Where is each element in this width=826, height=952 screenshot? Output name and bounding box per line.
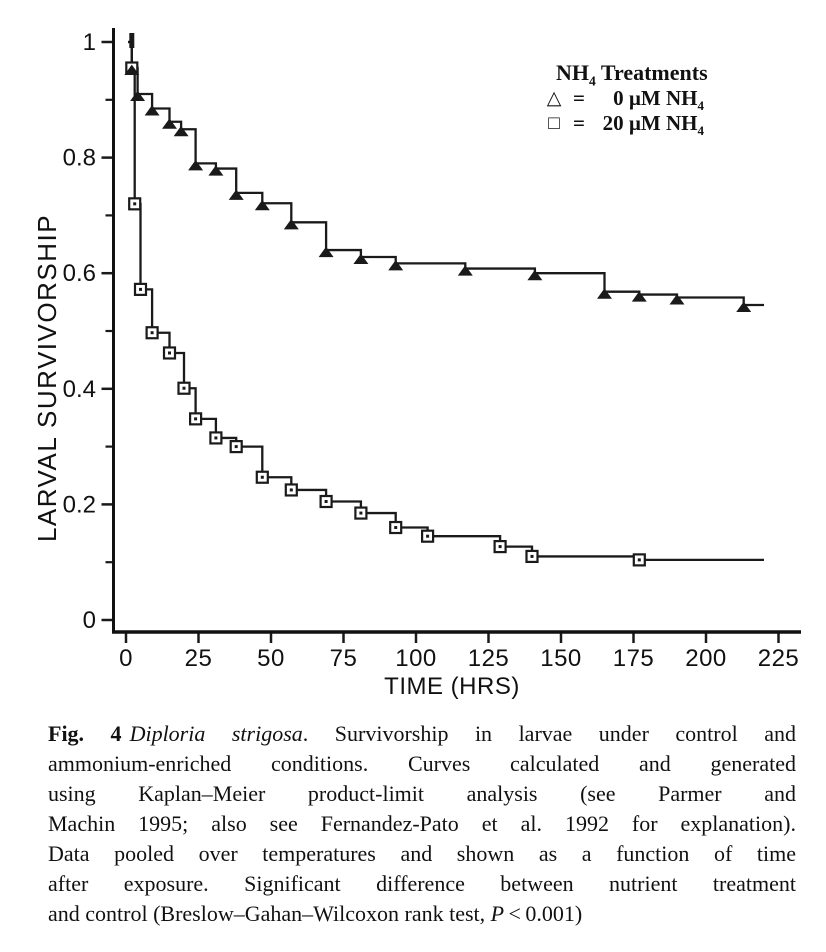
- legend-title: [556, 60, 708, 89]
- square-marker-dot: [183, 387, 186, 390]
- caption-line: [48, 779, 796, 809]
- legend-value: [592, 86, 704, 114]
- caption-line: [48, 899, 796, 929]
- equals-sign: =: [573, 111, 585, 135]
- square-marker-dot: [394, 526, 397, 529]
- legend-value-text: 20 µM NH: [602, 111, 698, 135]
- square-marker-dot: [359, 512, 362, 515]
- square-marker-dot: [325, 500, 328, 503]
- legend-title-rest: Treatments: [595, 60, 708, 85]
- figure-number: Fig. 4: [48, 721, 122, 746]
- p-value-symbol: P: [490, 901, 505, 926]
- caption-line: [48, 719, 796, 749]
- x-tick-label: 0: [119, 645, 133, 672]
- square-marker-icon: □: [548, 113, 560, 134]
- legend: [542, 60, 708, 139]
- square-marker-dot: [139, 288, 142, 291]
- caption-text: using Kaplan–Meier product-limit analysis (see Parmer and: [48, 781, 796, 806]
- x-tick-label: 50: [257, 645, 285, 672]
- square-marker-dot: [214, 436, 217, 439]
- legend-value-subscript: 4: [697, 98, 704, 114]
- legend-value: [592, 111, 704, 139]
- x-tick-label: 225: [757, 645, 800, 672]
- triangle-marker: [320, 248, 333, 257]
- legend-item-treatment: [542, 111, 708, 139]
- x-tick-label: 75: [329, 645, 358, 672]
- square-marker-dot: [290, 488, 293, 491]
- square-marker-dot: [531, 555, 534, 558]
- caption-text: . Survivorship in larvae under control and: [302, 721, 796, 746]
- legend-title-text: NH: [556, 60, 589, 85]
- y-axis-title: LARVAL SURVIVORSHIP: [32, 213, 62, 543]
- legend-value-text: 0 µM NH: [613, 86, 698, 110]
- caption-text: ammonium-enriched conditions. Curves calculated and generated: [48, 751, 796, 776]
- caption-text: after exposure. Significant difference between nutrient treatment: [48, 871, 796, 896]
- y-tick-label: 1: [82, 29, 96, 56]
- species-name: Diploria strigosa: [129, 721, 303, 746]
- x-tick-label: 150: [540, 645, 582, 672]
- caption-text: Machin 1995; also see Fernandez-Pato et al. 1992 for explanation).: [48, 811, 796, 836]
- caption-text: < 0.001): [504, 901, 583, 926]
- caption-text: and control (Breslow–Gahan–Wilcoxon rank test,: [48, 901, 491, 926]
- legend-value-subscript: 4: [697, 123, 704, 139]
- triangle-marker-icon: △: [546, 88, 562, 109]
- square-marker-dot: [499, 545, 502, 548]
- x-tick-label: 100: [395, 645, 437, 672]
- y-tick-label: 0.6: [62, 260, 96, 288]
- square-marker-dot: [133, 202, 136, 205]
- x-tick-label: 200: [685, 645, 727, 672]
- square-marker-dot: [151, 331, 154, 334]
- y-tick-label: 0.2: [62, 491, 96, 519]
- legend-title-subscript: 4: [589, 73, 596, 89]
- x-tick-label: 175: [612, 645, 655, 672]
- square-marker-dot: [261, 476, 264, 479]
- square-marker-dot: [168, 351, 171, 354]
- square-marker-dot: [194, 417, 197, 420]
- square-marker-dot: [426, 535, 429, 538]
- x-tick-label: 125: [467, 645, 510, 672]
- caption-line: [48, 809, 796, 839]
- caption-line: [48, 869, 796, 899]
- square-marker-dot: [638, 558, 641, 561]
- y-tick-label: 0.4: [62, 375, 96, 403]
- y-tick-label: 0.8: [62, 144, 96, 172]
- legend-item-control: [542, 86, 708, 114]
- x-axis-title: TIME (HRS): [384, 673, 520, 700]
- caption-line: [48, 749, 796, 779]
- caption-line: [48, 839, 796, 869]
- y-tick-label: 0: [82, 607, 96, 634]
- caption-text: Data pooled over temperatures and shown as a function of time: [48, 841, 796, 866]
- equals-sign: =: [573, 86, 585, 110]
- square-marker-dot: [235, 445, 238, 448]
- figure-caption: [48, 719, 796, 929]
- x-tick-label: 25: [184, 645, 213, 672]
